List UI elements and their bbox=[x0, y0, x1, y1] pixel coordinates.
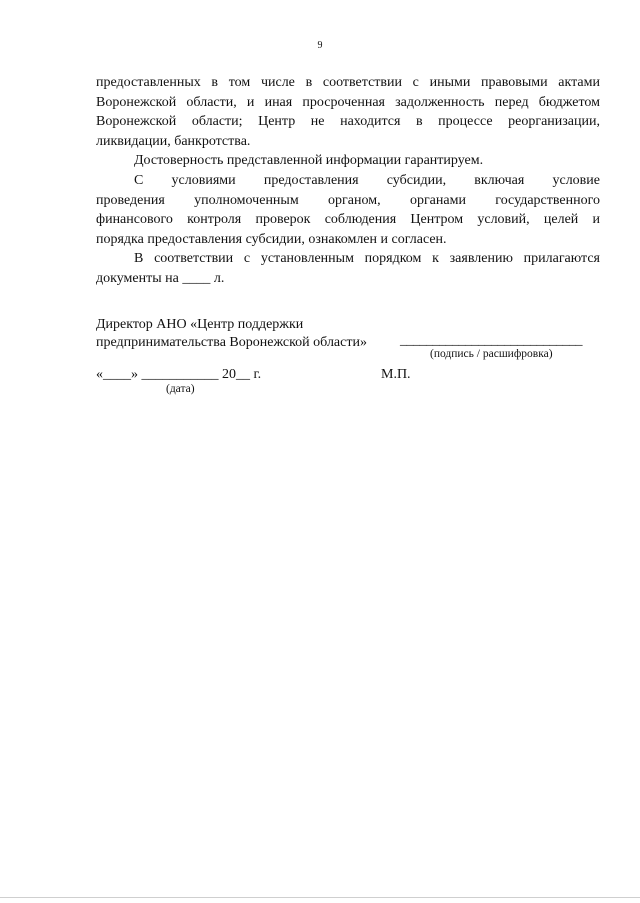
signature-caption: (подпись / расшифровка) bbox=[430, 348, 553, 360]
paragraph-line: финансового контроля проверок соблюдения Центром условий, целей и bbox=[96, 212, 600, 228]
signatory-title-line-2: предпринимательства Воронежской области» bbox=[96, 335, 367, 350]
page-number: 9 bbox=[317, 40, 323, 51]
stamp-placeholder: М.П. bbox=[381, 367, 411, 382]
paragraph-line: В соответствии с установленным порядком к заявлению прилагаются bbox=[134, 251, 600, 267]
date-caption: (дата) bbox=[166, 383, 195, 395]
paragraph-line: С условиями предоставления субсидии, включая условие bbox=[134, 172, 600, 188]
paragraph-line: проведения уполномоченным органом, органами государственного bbox=[96, 192, 600, 208]
paragraph-line: порядка предоставления субсидии, ознакомлен и согласен. bbox=[96, 231, 447, 247]
paragraph-3 bbox=[96, 171, 600, 249]
signatory-title-line-1: Директор АНО «Центр поддержки bbox=[96, 317, 304, 332]
body-text bbox=[96, 73, 600, 289]
date-line: «____» ___________ 20__ г. bbox=[96, 367, 262, 382]
paragraph-line: ликвидации, банкротства. bbox=[96, 133, 251, 149]
paragraph-line: предоставленных в том числе в соответствии с иными правовыми актами bbox=[96, 75, 600, 90]
bottom-rule bbox=[0, 897, 640, 898]
paragraph-4 bbox=[96, 249, 600, 288]
paragraph-line: документы на ____ л. bbox=[96, 270, 225, 286]
paragraph-line: Достоверность представленной информации гарантируем. bbox=[134, 153, 484, 169]
paragraph-line: Воронежской области; Центр не находится в процессе реорганизации, bbox=[96, 114, 600, 130]
paragraph-line: Воронежской области, и иная просроченная задолженность перед бюджетом bbox=[96, 94, 600, 110]
paragraph-2 bbox=[96, 151, 600, 171]
paragraph-1 bbox=[96, 73, 600, 151]
signature-blank: ____________________________ bbox=[400, 333, 582, 348]
